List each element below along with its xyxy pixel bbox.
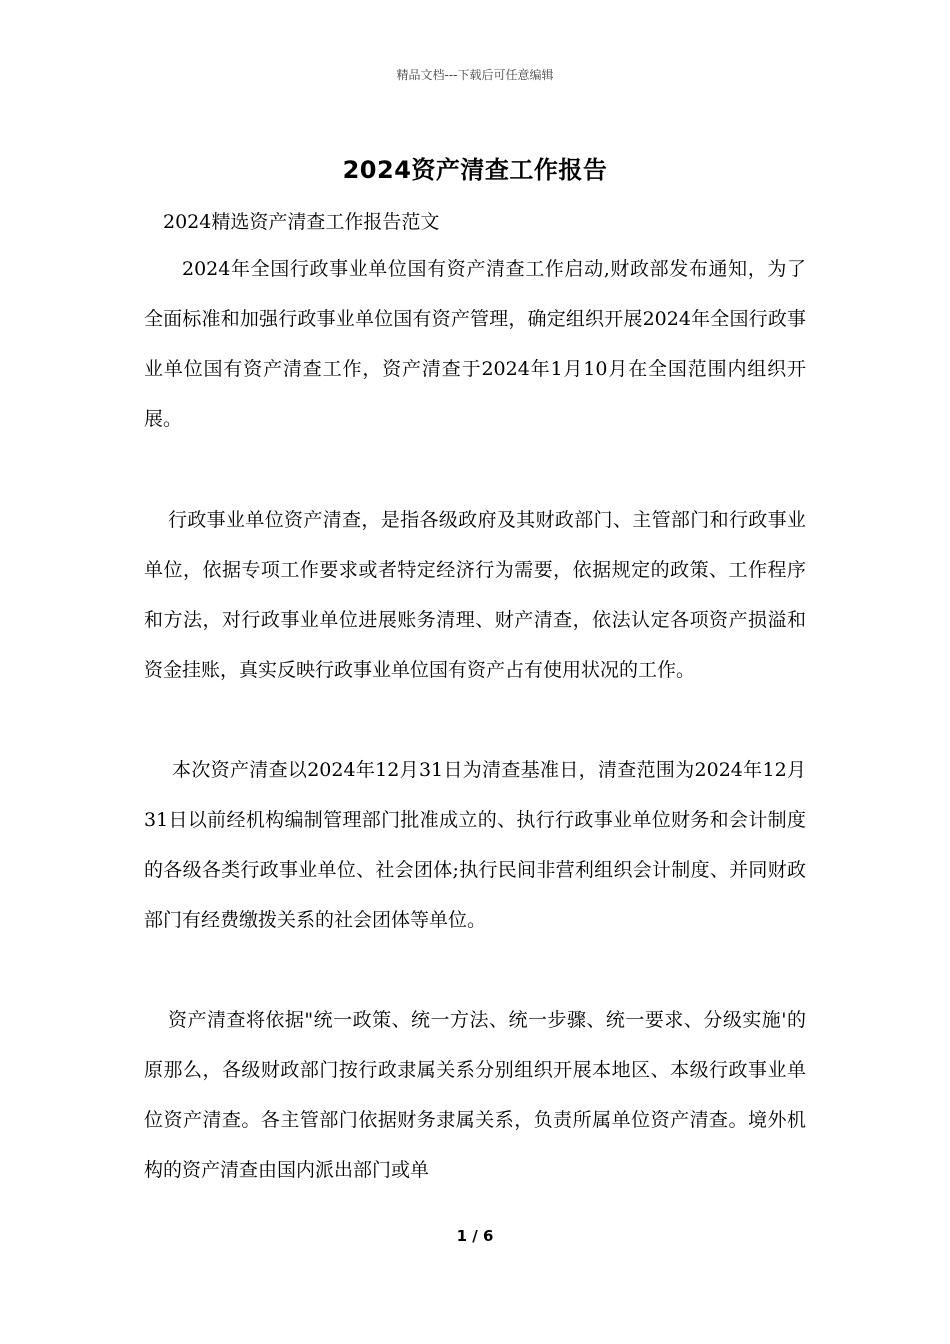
paragraph-text: 资产清查将依据"统一政策、统一方法、统一步骤、统一要求、分级实施'的原那么，各级财政部门按行政隶属关系分别组织开展本地区、本级行政事业单位资产清查。各主管部门依据财务隶属关系，负责所属单位资产清查。境外机构的资产清查由国内派出部门或单 — [144, 1009, 806, 1181]
paragraph-1 — [144, 244, 806, 444]
page-number: 1 / 6 — [456, 1227, 494, 1245]
paragraph-3 — [144, 745, 806, 945]
paragraph-text: 本次资产清查以2024年12月31日为清查基准日，清查范围为2024年12月31日以前经机构编制管理部门批准成立的、执行行政事业单位财务和会计制度的各级各类行政事业单位、社会团体;执行民间非营利组织会计制度、并同财政部门有经费缴拨关系的社会团体等单位。 — [144, 759, 806, 931]
page-header: 精品文档---下载后可任意编辑 — [396, 68, 554, 82]
document-title: 2024资产清查工作报告 — [342, 156, 608, 184]
paragraph-2 — [144, 495, 806, 695]
paragraph-text: 2024年全国行政事业单位国有资产清查工作启动,财政部发布通知，为了全面标准和加强行政事业单位国有资产管理，确定组织开展2024年全国行政事业单位国有资产清查工作，资产清查于2024年1月10月在全国范围内组织开展。 — [144, 258, 806, 430]
document-subtitle: 2024精选资产清查工作报告范文 — [163, 211, 440, 233]
paragraph-text: 行政事业单位资产清查，是指各级政府及其财政部门、主管部门和行政事业单位，依据专项工作要求或者特定经济行为需要，依据规定的政策、工作程序和方法，对行政事业单位进展账务清理、财产清查，依法认定各项资产损溢和资金挂账，真实反映行政事业单位国有资产占有使用状况的工作。 — [144, 509, 806, 681]
paragraph-4 — [144, 995, 806, 1195]
